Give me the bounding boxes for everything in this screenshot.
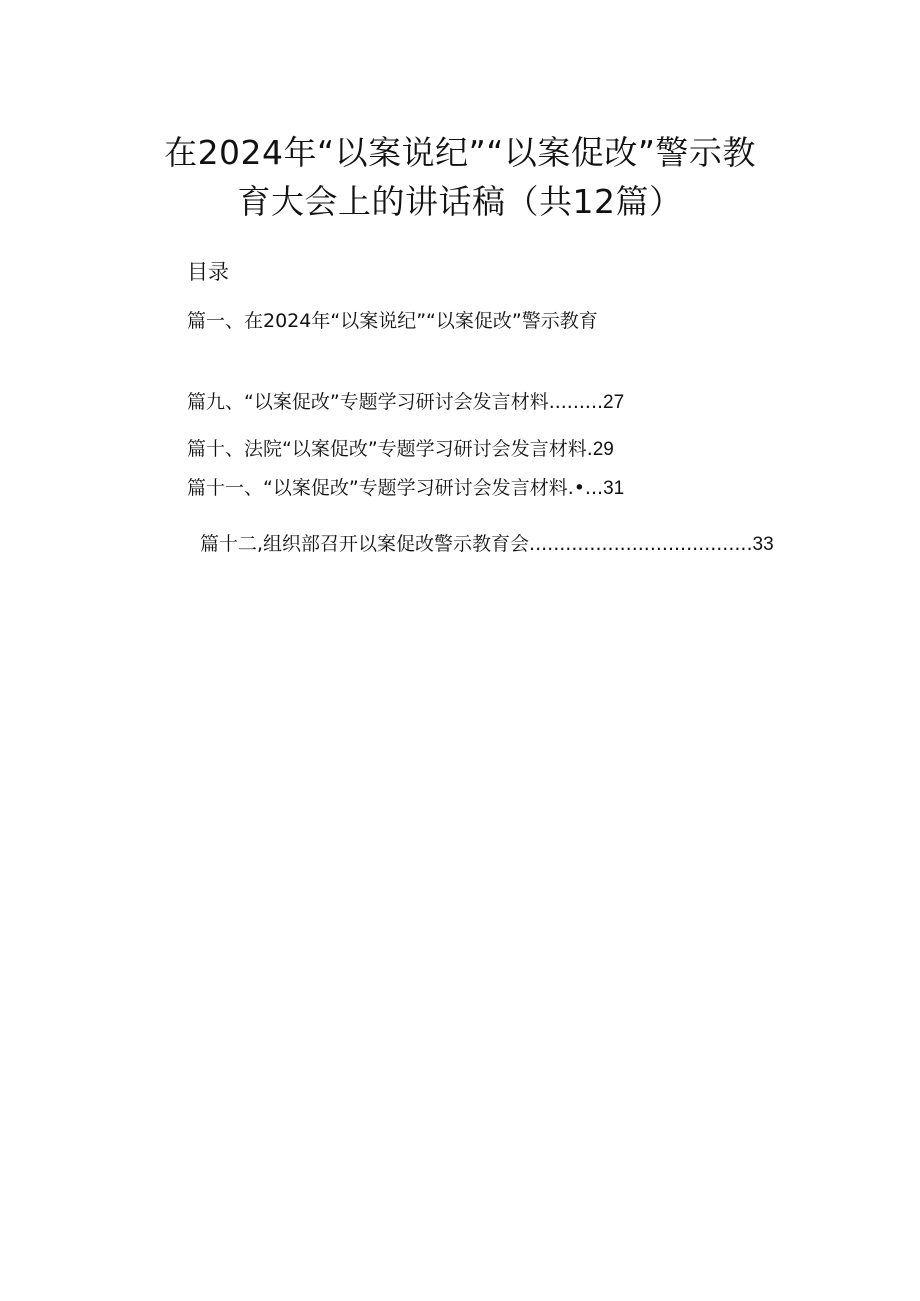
toc-entry[interactable] — [187, 308, 598, 335]
toc-entry-text: 篇九、“以案促改”专题学习研讨会发言材料......... — [187, 391, 604, 413]
toc-entry[interactable] — [187, 475, 624, 502]
toc-entry-page: 27 — [603, 392, 625, 413]
toc-entry[interactable] — [200, 531, 774, 558]
toc-entry-text: 篇十一、“以案促改”专题学习研讨会发言材料.•... — [187, 477, 604, 499]
toc-entry[interactable] — [187, 436, 614, 463]
toc-entry-text: 篇十二,组织部召开以案促改警示教育会..................................... — [200, 533, 753, 555]
document-title-line-2: 育大会上的讲话稿（共12篇） — [237, 182, 683, 221]
toc-heading: 目录 — [187, 260, 229, 284]
toc-entry-text: 篇一、在2024年“以案说纪”“以案促改”警示教育 — [187, 310, 598, 332]
toc-entry-page: 31 — [603, 478, 625, 499]
toc-entry-page: 33 — [752, 534, 774, 555]
toc-entry-text: 篇十、法院“以案促改”专题学习研讨会发言材料. — [187, 438, 593, 460]
toc-entry-page: 29 — [592, 439, 614, 460]
document-title-line-1: 在2024年“以案说纪”“以案促改”警示教 — [164, 133, 756, 172]
toc-entry[interactable] — [187, 389, 624, 416]
